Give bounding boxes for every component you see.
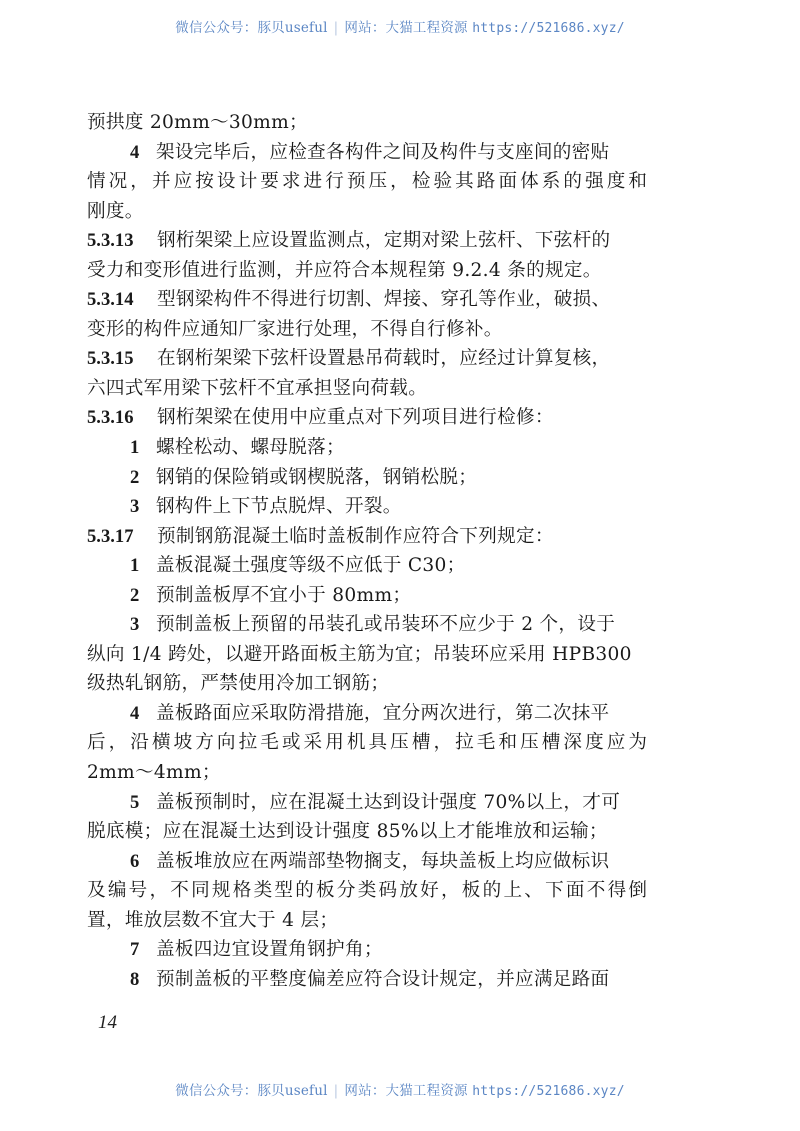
text-line xyxy=(87,817,647,847)
list-item xyxy=(87,610,647,640)
line-text: 受力和变形值进行监测，并应符合本规程第 9.2.4 条的规定。 xyxy=(87,259,602,281)
watermark-site: 网站：大猫工程资源 xyxy=(344,1083,468,1099)
line-text: 预制钢筋混凝土临时盖板制作应符合下列规定： xyxy=(157,525,554,547)
clause xyxy=(87,226,647,256)
list-item xyxy=(87,463,647,493)
line-text: 盖板四边宜设置角钢护角； xyxy=(156,939,383,961)
line-text: 盖板路面应采取防滑措施，宜分两次进行，第二次抹平 xyxy=(156,702,610,724)
text-line xyxy=(87,315,647,345)
watermark-wechat: 微信公众号：豚贝useful xyxy=(175,1083,328,1099)
clause xyxy=(87,403,647,433)
line-text: 钢销的保险销或钢楔脱落，钢销松脱； xyxy=(156,466,478,488)
clause xyxy=(87,522,647,552)
watermark-header xyxy=(0,16,800,36)
line-text: 置，堆放层数不宜大于 4 层； xyxy=(87,909,339,931)
item-number: 4 xyxy=(130,702,140,724)
line-text: 盖板预制时，应在混凝土达到设计强度 70%以上，才可 xyxy=(156,791,621,813)
item-number: 2 xyxy=(130,584,140,606)
text-line xyxy=(87,256,647,286)
line-text: 纵向 1/4 跨处，以避开路面板主筋为宜；吊装环应采用 HPB300 xyxy=(87,643,632,665)
list-item xyxy=(87,847,647,877)
line-text: 变形的构件应通知厂家进行处理，不得自行修补。 xyxy=(87,318,503,340)
list-item xyxy=(87,433,647,463)
text-line xyxy=(87,374,647,404)
watermark-footer xyxy=(0,1079,800,1099)
line-text: 脱底模；应在混凝土达到设计强度 85%以上才能堆放和运输； xyxy=(87,821,608,843)
line-text: 螺栓松动、螺母脱落； xyxy=(156,437,345,459)
list-item xyxy=(87,492,647,522)
text-line xyxy=(87,906,647,936)
line-text: 2mm～4mm； xyxy=(87,762,221,784)
line-text: 架设完毕后，应检查各构件之间及构件与支座间的密贴 xyxy=(156,141,610,163)
item-number: 3 xyxy=(130,614,140,636)
line-text: 钢桁架梁上应设置监测点，定期对梁上弦杆、下弦杆的 xyxy=(157,230,611,252)
item-number: 6 xyxy=(130,850,140,872)
watermark-wechat: 微信公众号：豚贝useful xyxy=(175,20,328,36)
text-line xyxy=(87,758,647,788)
list-item xyxy=(87,699,647,729)
item-number: 5 xyxy=(130,791,140,813)
item-number: 2 xyxy=(130,466,140,488)
document-body xyxy=(87,108,647,994)
text-line xyxy=(87,876,647,906)
list-item xyxy=(87,965,647,995)
watermark-separator: | xyxy=(333,20,339,36)
watermark-separator: | xyxy=(333,1083,339,1099)
line-text: 在钢桁架梁下弦杆设置悬吊荷载时，应经过计算复核， xyxy=(157,348,611,370)
line-text: 钢桁架梁在使用中应重点对下列项目进行检修： xyxy=(157,407,554,429)
line-text: 型钢梁构件不得进行切割、焊接、穿孔等作业，破损、 xyxy=(157,289,611,311)
item-number: 4 xyxy=(130,141,140,163)
clause-number: 5.3.14 xyxy=(87,289,134,311)
clause-number: 5.3.17 xyxy=(87,525,134,547)
item-number: 8 xyxy=(130,968,140,990)
text-line xyxy=(87,197,647,227)
line-text: 级热轧钢筋，严禁使用冷加工钢筋； xyxy=(87,673,390,695)
text-line xyxy=(87,167,647,197)
item-number: 3 xyxy=(130,496,140,518)
line-text: 钢构件上下节点脱焊、开裂。 xyxy=(156,496,402,518)
line-text: 盖板堆放应在两端部垫物搁支，每块盖板上均应做标识 xyxy=(156,850,610,872)
list-item xyxy=(87,581,647,611)
page-number: 14 xyxy=(98,1012,117,1033)
text-line xyxy=(87,640,647,670)
text-line xyxy=(87,108,647,138)
line-text: 盖板混凝土强度等级不应低于 C30； xyxy=(156,555,466,577)
line-text: 及编号，不同规格类型的板分类码放好，板的上、下面不得倒 xyxy=(87,880,647,902)
line-text: 后，沿横坡方向拉毛或采用机具压槽，拉毛和压槽深度应为 xyxy=(87,732,647,754)
watermark-url[interactable]: https://521686.xyz/ xyxy=(472,21,625,36)
watermark-url[interactable]: https://521686.xyz/ xyxy=(472,1084,625,1099)
line-text: 六四式军用梁下弦杆不宜承担竖向荷载。 xyxy=(87,377,428,399)
line-text: 情况，并应按设计要求进行预压，检验其路面体系的强度和 xyxy=(87,171,647,193)
item-number: 1 xyxy=(130,555,140,577)
list-item xyxy=(87,138,647,168)
line-text: 刚度。 xyxy=(87,200,144,222)
line-text: 预制盖板的平整度偏差应符合设计规定，并应满足路面 xyxy=(156,968,610,990)
text-line xyxy=(87,669,647,699)
line-text: 预拱度 20mm～30mm； xyxy=(87,112,308,133)
clause-number: 5.3.13 xyxy=(87,230,134,252)
list-item xyxy=(87,788,647,818)
item-number: 1 xyxy=(130,437,140,459)
line-text: 预制盖板厚不宜小于 80mm； xyxy=(156,584,412,606)
list-item xyxy=(87,935,647,965)
line-text: 预制盖板上预留的吊装孔或吊装环不应少于 2 个，设于 xyxy=(156,614,616,636)
clause xyxy=(87,344,647,374)
clause-number: 5.3.16 xyxy=(87,407,134,429)
text-line xyxy=(87,728,647,758)
list-item xyxy=(87,551,647,581)
item-number: 7 xyxy=(130,939,140,961)
clause xyxy=(87,285,647,315)
watermark-site: 网站：大猫工程资源 xyxy=(344,20,468,36)
clause-number: 5.3.15 xyxy=(87,348,134,370)
